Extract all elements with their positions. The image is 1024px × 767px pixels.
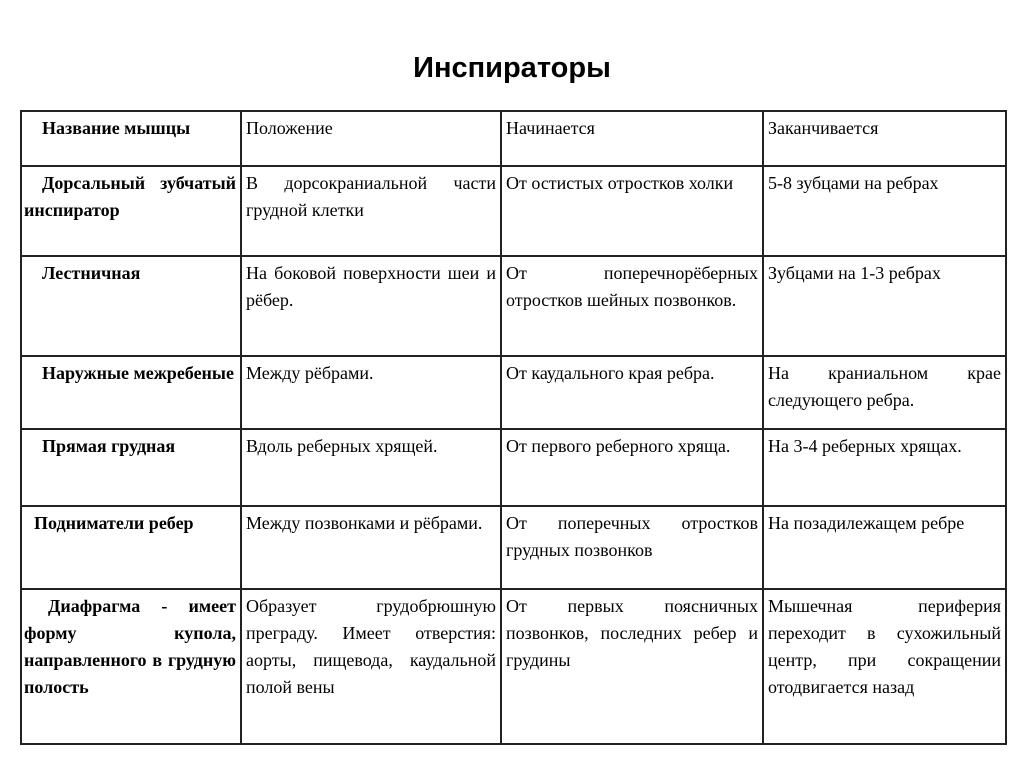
table-row [21, 429, 1006, 506]
position-cell: На боковой поверхности шеи и рёбер. [241, 256, 501, 356]
muscle-name [21, 166, 241, 256]
position-cell: Вдоль реберных хрящей. [241, 429, 501, 506]
table-row [21, 356, 1006, 429]
position-cell: В дорсокраниальной части грудной клетки [241, 166, 501, 256]
table-header-row [21, 111, 1006, 166]
header-origin: Начинается [501, 111, 763, 166]
position-cell: Между рёбрами. [241, 356, 501, 429]
header-position: Положение [241, 111, 501, 166]
origin-cell: От первых поясничных позвонков, последних ребер и грудины [501, 589, 763, 744]
muscle-name-text: Наружные межребеные [42, 363, 234, 383]
insertion-cell: 5-8 зубцами на ребрах [763, 166, 1006, 256]
muscle-name [21, 429, 241, 506]
muscle-name [21, 256, 241, 356]
insertion-cell: На позадилежащем ребре [763, 506, 1006, 589]
origin-cell: От поперечных отростков грудных позвонков [501, 506, 763, 589]
origin-cell: От остистых отростков холки [501, 166, 763, 256]
muscle-name-text: Дорсальный зубчатый инспиратор [24, 173, 236, 220]
insertion-cell: На 3-4 реберных хрящах. [763, 429, 1006, 506]
header-muscle-name [21, 111, 241, 166]
origin-cell: От первого реберного хряща. [501, 429, 763, 506]
inspirators-table [20, 110, 1007, 745]
muscle-name-text: Подниматели ребер [34, 513, 194, 533]
origin-cell: От каудального края ребра. [501, 356, 763, 429]
insertion-cell: На краниальном крае следующего ребра. [763, 356, 1006, 429]
muscle-name-text: Прямая грудная [42, 436, 176, 456]
table-row [21, 506, 1006, 589]
table-row [21, 589, 1006, 744]
muscle-name-text: Диафрагма - имеет форму купола, направленного в грудную полость [24, 596, 236, 697]
position-cell: Между позвонками и рёбрами. [241, 506, 501, 589]
table-row [21, 166, 1006, 256]
muscle-name-text: Лестничная [42, 263, 141, 283]
position-cell: Образует грудобрюшную преграду. Имеет отверстия: аорты, пищевода, каудальной полой вены [241, 589, 501, 744]
header-label: Название мышцы [42, 118, 191, 138]
insertion-cell: Мышечная периферия переходит в сухожильный центр, при сокращении отодвигается назад [763, 589, 1006, 744]
table-row [21, 256, 1006, 356]
insertion-cell: Зубцами на 1-3 ребрах [763, 256, 1006, 356]
muscle-name [21, 506, 241, 589]
muscle-name [21, 589, 241, 744]
origin-cell: От поперечнорёберных отростков шейных позвонков. [501, 256, 763, 356]
muscle-name [21, 356, 241, 429]
slide-title: Инспираторы [413, 52, 611, 84]
header-insertion: Заканчивается [763, 111, 1006, 166]
